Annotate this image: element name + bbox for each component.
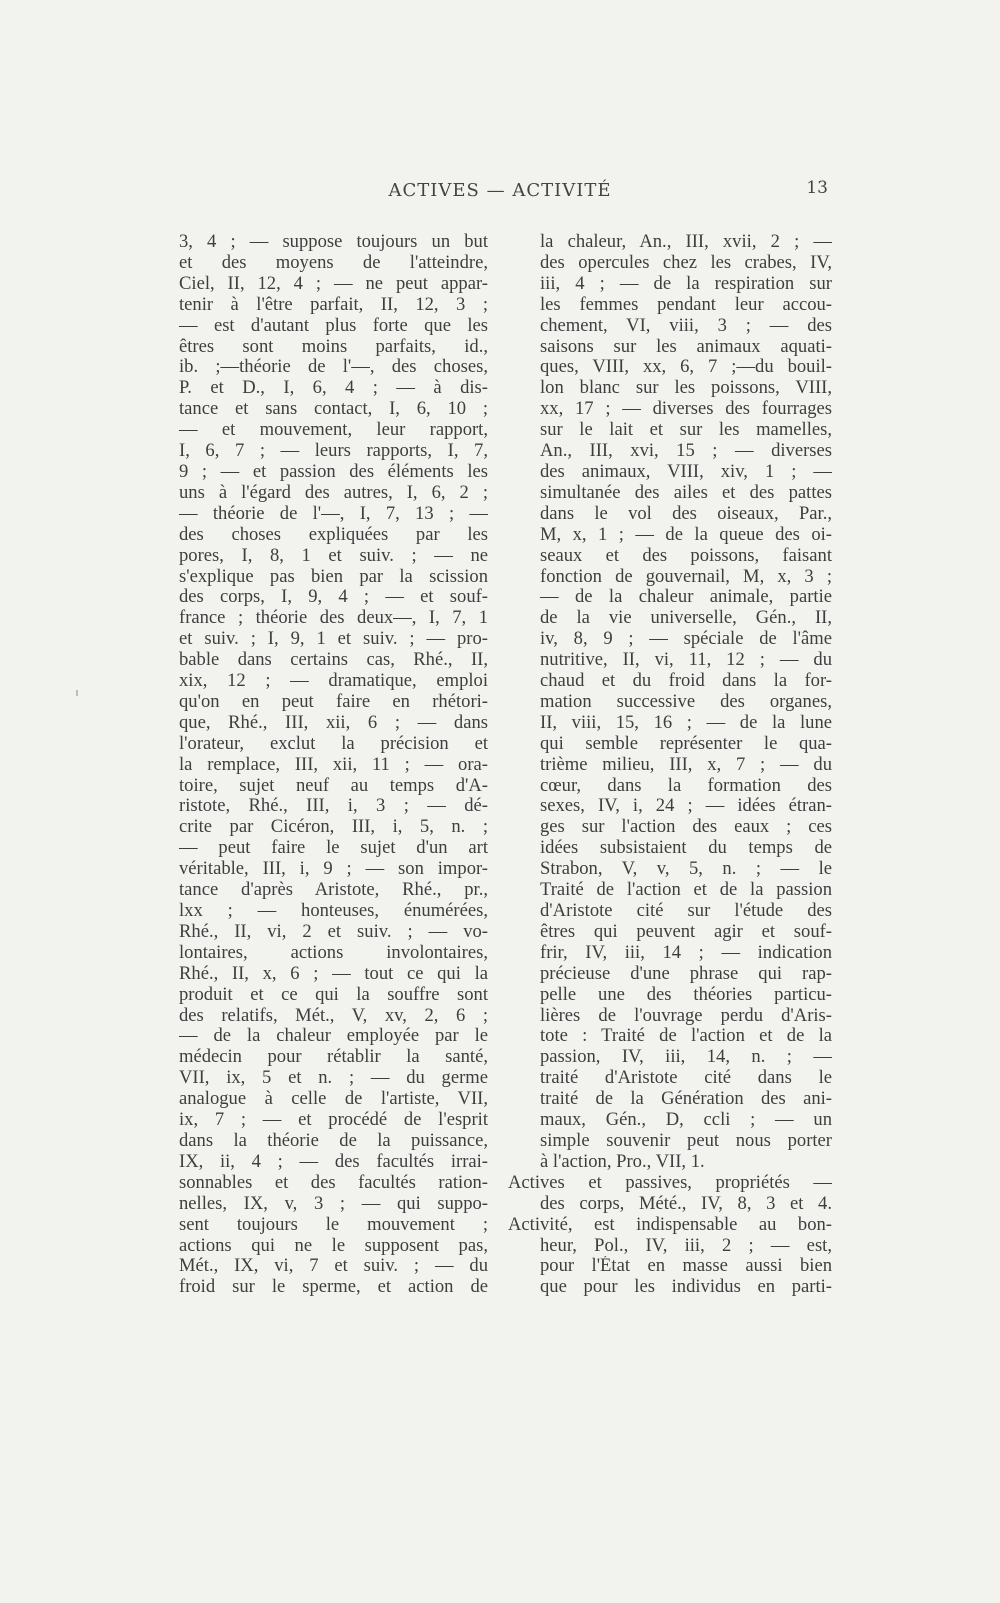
- text-line: tote : Traité de l'action et de la: [540, 1026, 832, 1047]
- text-line: seaux et des poissons, faisant: [540, 545, 832, 566]
- text-line: saisons sur les animaux aquati-: [540, 336, 832, 357]
- text-line: des corps, I, 9, 4 ; — et souf-: [179, 587, 488, 608]
- text-line: nutritive, II, vi, 11, 12 ; — du: [540, 650, 832, 671]
- text-line: des relatifs, Mét., V, xv, 2, 6 ;: [179, 1005, 488, 1026]
- text-line: sent toujours le mouvement ;: [179, 1214, 488, 1235]
- text-line: chaud et du froid dans la for-: [540, 671, 832, 692]
- text-line: Strabon, V, v, 5, n. ; — le: [540, 859, 832, 880]
- text-line: xx, 17 ; — diverses des fourrages: [540, 399, 832, 420]
- text-line: tance et sans contact, I, 6, 10 ;: [179, 399, 488, 420]
- text-line: des animaux, VIII, xiv, 1 ; —: [540, 461, 832, 482]
- text-line: Rhé., II, vi, 2 et suiv. ; — vo-: [179, 921, 488, 942]
- text-line: ristote, Rhé., III, i, 3 ; — dé-: [179, 796, 488, 817]
- text-line: P. et D., I, 6, 4 ; — à dis-: [179, 378, 488, 399]
- text-line: véritable, III, i, 9 ; — son impor-: [179, 859, 488, 880]
- text-line: médecin pour rétablir la santé,: [179, 1047, 488, 1068]
- text-line: iv, 8, 9 ; — spéciale de l'âme: [540, 629, 832, 650]
- text-line: produit et ce qui la souffre sont: [179, 984, 488, 1005]
- left-column: [179, 232, 488, 1298]
- text-line: la chaleur, An., III, xvii, 2 ; —: [540, 232, 832, 252]
- text-line: heur, Pol., IV, iii, 2 ; — est,: [540, 1235, 832, 1256]
- text-line: simple souvenir peut nous porter: [540, 1130, 832, 1151]
- margin-mark: [76, 690, 78, 696]
- text-line: — de la chaleur animale, partie: [540, 587, 832, 608]
- text-line: Rhé., II, x, 6 ; — tout ce qui la: [179, 963, 488, 984]
- text-line: lon blanc sur les poissons, VIII,: [540, 378, 832, 399]
- text-line: précieuse d'une phrase qui rap-: [540, 963, 832, 984]
- text-line: — peut faire le sujet d'un art: [179, 838, 488, 859]
- text-line: ix, 7 ; — et procédé de l'esprit: [179, 1110, 488, 1131]
- text-line: — théorie de l'—, I, 7, 13 ; —: [179, 503, 488, 524]
- text-line: Ciel, II, 12, 4 ; — ne peut appar-: [179, 273, 488, 294]
- text-line: I, 6, 7 ; — leurs rapports, I, 7,: [179, 441, 488, 462]
- page-number: 13: [806, 178, 828, 198]
- entry-heading-line: Actives et passives, propriétés —: [508, 1172, 832, 1193]
- text-line: lontaires, actions involontaires,: [179, 942, 488, 963]
- text-line: sur le lait et sur les mamelles,: [540, 420, 832, 441]
- text-line: passion, IV, iii, 14, n. ; —: [540, 1047, 832, 1068]
- text-line: des opercules chez les crabes, IV,: [540, 252, 832, 273]
- text-line: de la vie universelle, Gén., II,: [540, 608, 832, 629]
- text-line: les femmes pendant leur accou-: [540, 294, 832, 315]
- text-line: II, viii, 15, 16 ; — de la lune: [540, 712, 832, 733]
- entry-heading-line: Activité, est indispensable au bon-: [508, 1214, 832, 1235]
- text-line: lières de l'ouvrage perdu d'Aris-: [540, 1005, 832, 1026]
- text-line: 3, 4 ; — suppose toujours un but: [179, 232, 488, 252]
- text-line: actions qui ne le supposent pas,: [179, 1235, 488, 1256]
- text-line: crite par Cicéron, III, i, 5, n. ;: [179, 817, 488, 838]
- text-line: qu'on en peut faire en rhétori-: [179, 691, 488, 712]
- text-line: lxx ; — honteuses, énumérées,: [179, 901, 488, 921]
- text-line: An., III, xvi, 15 ; — diverses: [540, 441, 832, 462]
- text-line: frir, IV, iii, 14 ; — indication: [540, 942, 832, 963]
- text-line: dans le vol des oiseaux, Par.,: [540, 503, 832, 524]
- text-line: froid sur le sperme, et action de: [179, 1277, 488, 1298]
- text-line: traité d'Aristote cité dans le: [540, 1068, 832, 1089]
- text-line: trième milieu, III, x, 7 ; — du: [540, 754, 832, 775]
- text-line: ib. ;—théorie de l'—, des choses,: [179, 357, 488, 378]
- text-line: M, x, 1 ; — de la queue des oi-: [540, 524, 832, 545]
- text-line: uns à l'égard des autres, I, 6, 2 ;: [179, 482, 488, 503]
- right-column: [508, 232, 832, 1298]
- text-line: iii, 4 ; — de la respiration sur: [540, 273, 832, 294]
- text-line: sonnables et des facultés ration-: [179, 1172, 488, 1193]
- text-line: IX, ii, 4 ; — des facultés irrai-: [179, 1151, 488, 1172]
- text-line: dans la théorie de la puissance,: [179, 1130, 488, 1151]
- text-line: et des moyens de l'atteindre,: [179, 252, 488, 273]
- text-line: d'Aristote cité sur l'étude des: [540, 901, 832, 921]
- text-line: analogue à celle de l'artiste, VII,: [179, 1089, 488, 1110]
- text-line: nelles, IX, v, 3 ; — qui suppo-: [179, 1193, 488, 1214]
- text-line: traité de la Génération des ani-: [540, 1089, 832, 1110]
- text-line: simultanée des ailes et des pattes: [540, 482, 832, 503]
- text-line: — et mouvement, leur rapport,: [179, 420, 488, 441]
- text-line: que, Rhé., III, xii, 6 ; — dans: [179, 712, 488, 733]
- text-line: pour l'État en masse aussi bien: [540, 1256, 832, 1277]
- text-line: idées subsistaient du temps de: [540, 838, 832, 859]
- text-line: pores, I, 8, 1 et suiv. ; — ne: [179, 545, 488, 566]
- text-line: mation successive des organes,: [540, 691, 832, 712]
- text-line: à l'action, Pro., VII, 1.: [540, 1151, 705, 1172]
- text-line: tenir à l'être parfait, II, 12, 3 ;: [179, 294, 488, 315]
- running-header: ACTIVES — ACTIVITÉ: [388, 180, 612, 201]
- text-line: Mét., IX, vi, 7 et suiv. ; — du: [179, 1256, 488, 1277]
- text-line: VII, ix, 5 et n. ; — du germe: [179, 1068, 488, 1089]
- text-line: tance d'après Aristote, Rhé., pr.,: [179, 880, 488, 901]
- text-line: êtres qui peuvent agir et souf-: [540, 921, 832, 942]
- text-line: la remplace, III, xii, 11 ; — ora-: [179, 754, 488, 775]
- text-line: êtres sont moins parfaits, id.,: [179, 336, 488, 357]
- text-line: s'explique pas bien par la scission: [179, 566, 488, 587]
- text-line: ques, VIII, xx, 6, 7 ;—du bouil-: [540, 357, 832, 378]
- text-line: — est d'autant plus forte que les: [179, 315, 488, 336]
- text-line: des corps, Mété., IV, 8, 3 et 4.: [540, 1193, 832, 1214]
- text-line: et suiv. ; I, 9, 1 et suiv. ; — pro-: [179, 629, 488, 650]
- text-line: Traité de l'action et de la passion: [540, 880, 832, 901]
- text-line: bable dans certains cas, Rhé., II,: [179, 650, 488, 671]
- text-line: des choses expliquées par les: [179, 524, 488, 545]
- text-line: france ; théorie des deux—, I, 7, 1: [179, 608, 488, 629]
- text-line: sexes, IV, i, 24 ; — idées étran-: [540, 796, 832, 817]
- text-line: 9 ; — et passion des éléments les: [179, 461, 488, 482]
- text-line: — de la chaleur employée par le: [179, 1026, 488, 1047]
- text-line: fonction de gouvernail, M, x, 3 ;: [540, 566, 832, 587]
- text-line: pelle une des théories particu-: [540, 984, 832, 1005]
- text-line: chement, VI, viii, 3 ; — des: [540, 315, 832, 336]
- text-line: maux, Gén., D, ccli ; — un: [540, 1110, 832, 1131]
- text-line: cœur, dans la formation des: [540, 775, 832, 796]
- text-line: que pour les individus en parti-: [540, 1277, 832, 1298]
- text-line: qui semble représenter le qua-: [540, 733, 832, 754]
- text-line: toire, sujet neuf au temps d'A-: [179, 775, 488, 796]
- text-line: xix, 12 ; — dramatique, emploi: [179, 671, 488, 692]
- text-line: ges sur l'action des eaux ; ces: [540, 817, 832, 838]
- text-line: l'orateur, exclut la précision et: [179, 733, 488, 754]
